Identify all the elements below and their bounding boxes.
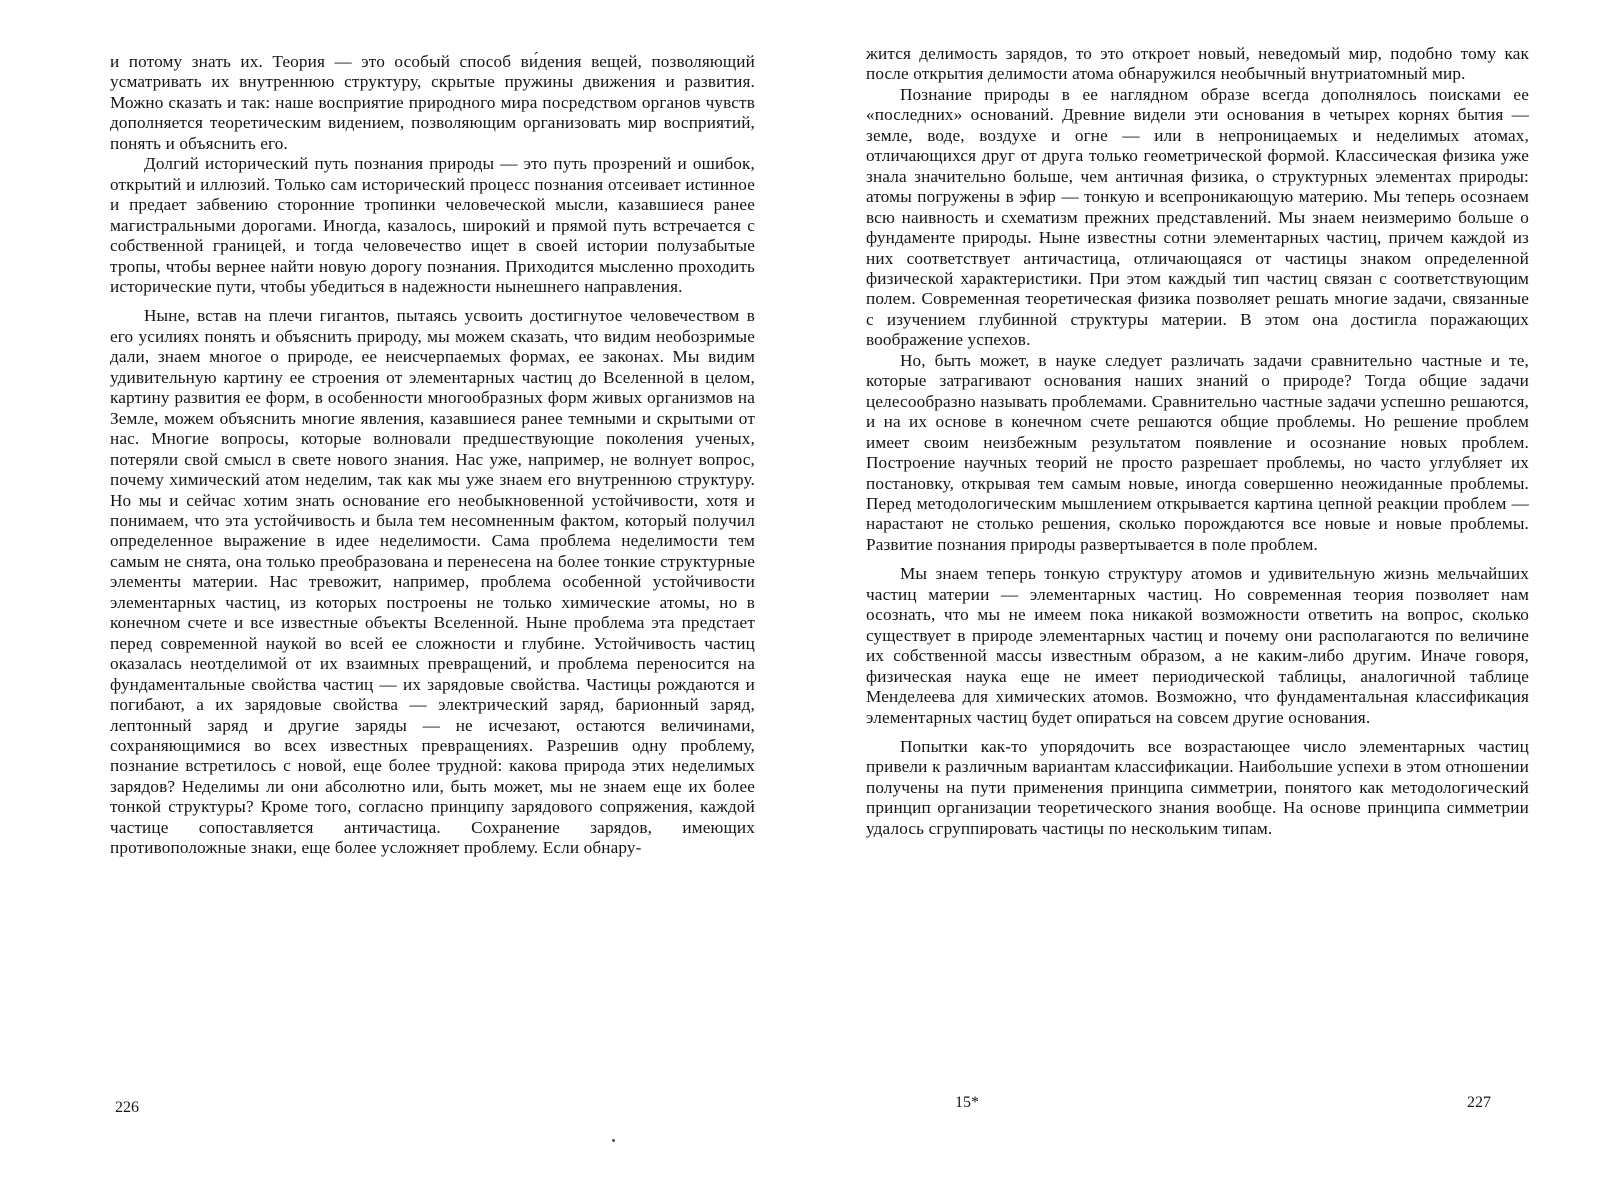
paragraph: Мы знаем теперь тонкую структуру атомов и удивительную жизнь мельчайших частиц материи — элементарных частиц. Но современная теория позволяет нам осознать, что мы не имеем пока никакой возможности ответить на вопрос, сколько существует в природе элементарных частиц и почему они располагаются по величине их собственной массы известным образом, а не каким-либо другим. Иначе говоря, физическая наука еще не имеет периодической таблицы, аналогичной таблице Менделеева для химических атомов. Возможно, что фундаментальная классификация элементарных частиц будет опираться на совсем другие основания. <box>866 564 1529 727</box>
right-text-column <box>866 44 1529 839</box>
scan-speck <box>612 1139 615 1142</box>
paragraph: Долгий исторический путь познания природы — это путь прозрений и ошибок, открытий и иллюзий. Только сам исторический процесс познания отсеивает истинное и предает забвению сторонние тропинки человеческой мысли, казавшиеся ранее магистральными дорогами. Иногда, казалось, широкий и прямой путь встречается с собственной границей, и тогда человечество ищет в своей истории полузабытые тропы, чтобы вернее найти новую дорогу познания. Приходится мысленно проходить исторические пути, чтобы убедиться в надежности нынешнего направления. <box>110 154 755 296</box>
right-page <box>801 0 1602 1182</box>
paragraph: и потому знать их. Теория — это особый способ ви́дения вещей, позволяющий усматривать их внутреннюю структуру, скрытые пружины движения и развития. Можно сказать и так: наше восприятие природного мира посредством органов чувств дополняется теоретическим видением, позволяющим организовать мир восприятий, понять и объяснить его. <box>110 52 755 153</box>
paragraph: Попытки как-то упорядочить все возрастающее число элементарных частиц привели к различным вариантам классификации. Наибольшие успехи в этом отношении получены на пути применения принципа симметрии, понятого как методологический принцип организации теоретического знания вообще. На основе принципа симметрии удалось сгруппировать частицы по нескольким типам. <box>866 736 1529 838</box>
page-number: 226 <box>115 1099 139 1116</box>
paragraph: Познание природы в ее наглядном образе всегда дополнялось поисками ее «последних» оснований. Древние видели эти основания в четырех корнях бытия — земле, воде, воздухе и огне — или в непроницаемых и неделимых атомах, отличающихся друг от друга только геометрической формой. Классическая физика уже знала значительно больше, чем античная физика, о структурных элементах природы: атомы погружены в эфир — тонкую и всепроникающую материю. Мы теперь осознаем всю наивность и схематизм прежних представлений. Мы знаем неизмеримо больше о фундаменте природы. Ныне известны сотни элементарных частиц, причем каждой из них соответствует античастица, отличающаяся от частицы знаком определенной физической характеристики. При этом каждый тип частиц связан с соответствующим полем. Современная теоретическая физика позволяет решать многие задачи, связанные с изучением глубинной структуры материи. В этом она достигла поражающих воображение успехов. <box>866 84 1529 350</box>
left-text-column <box>110 52 755 859</box>
paragraph: жится делимость зарядов, то это откроет новый, неведомый мир, подобно тому как после открытия делимости атома обнаружился необычный внутриатомный мир. <box>866 44 1529 84</box>
paragraph: Ныне, встав на плечи гигантов, пытаясь усвоить достигнутое человечеством в его усилиях понять и объяснить природу, мы можем сказать, что видим необозримые дали, знаем многое о природе, ее неисчерпаемых формах, ее законах. Мы видим удивительную картину ее строения от элементарных частиц до Вселенной в целом, картину развития ее форм, в особенности многообразных форм живых организмов на Земле, можем объяснить многие явления, казавшиеся ранее темными и скрытыми от нас. Многие вопросы, которые волновали предшествующие поколения ученых, потеряли свой смысл в свете нового знания. Нас уже, например, не волнует вопрос, почему химический атом неделим, так как мы уже знаем его внутреннюю структуру. Но мы и сейчас хотим знать основание его необыкновенной устойчивости, хотя и понимаем, что эта устойчивость и была тем несомненным фактом, который получил определенное выражение в идее неделимости. Сама проблема неделимости тем самым не снята, она только преобразована и перенесена на более тонкие структурные элементы материи. Нас тревожит, например, проблема особенной устойчивости элементарных частиц, из которых построены не только химические атомы, но в конечном счете и все известные объекты Вселенной. Ныне проблема эта предстает перед современной наукой во всей ее сложности и глубине. Устойчивость частиц оказалась неотделимой от их взаимных превращений, и проблема переносится на фундаментальные свойства частиц — их зарядовые свойства. Частицы рождаются и погибают, а их зарядовые свойства — электрический заряд, барионный заряд, лептонный заряд и другие заряды — не исчезают, остаются величинами, сохраняющимися во всех известных превращениях. Разрешив одну проблему, познание встретилось с новой, еще более трудной: какова природа этих неделимых зарядов? Неделимы ли они абсолютно или, быть может, мы не знаем еще их более тонкой структуры? Кроме того, согласно принципу зарядового сопряжения, каждой частице сопоставляется античастица. Сохранение зарядов, имеющих противоположные знаки, еще более усложняет проблему. Если обнару- <box>110 306 755 858</box>
signature-mark: 15* <box>955 1094 979 1111</box>
paragraph: Но, быть может, в науке следует различать задачи сравнительно частные и те, которые затрагивают основания наших знаний о природе? Тогда общие задачи целесообразно называть проблемами. Сравнительно частные задачи успешно решаются, и на их основе в конечном счете решаются общие проблемы. Но решение проблем имеет своим неизбежным результатом появление и осознание новых проблем. Построение научных теорий не просто разрешает проблемы, но часто углубляет их постановку, открывая тем самым новые, иногда совершенно неожиданные проблемы. Перед методологическим мышлением открывается картина цепной реакции проблем — нарастают не столько решения, сколько порождаются все новые и новые проблемы. Развитие познания природы развертывается в поле проблем. <box>866 350 1529 554</box>
page-number: 227 <box>1467 1094 1491 1111</box>
